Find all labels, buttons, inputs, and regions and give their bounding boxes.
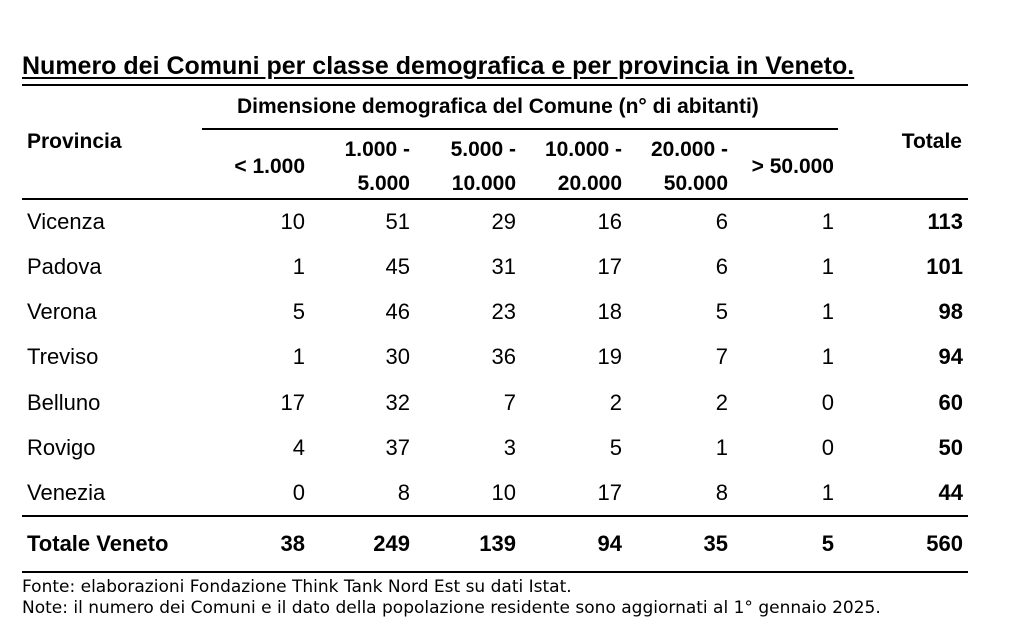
total-row-label: Totale Veneto	[27, 531, 169, 556]
table-cell: 1	[821, 254, 834, 279]
province-name: Vicenza	[27, 209, 105, 234]
table-cell: 6	[715, 209, 728, 234]
table-cell: 5	[292, 299, 305, 324]
row-total: 101	[926, 254, 963, 279]
table-title: Numero dei Comuni per classe demografica e per provincia in Veneto.	[22, 52, 855, 80]
table-cell: 17	[597, 254, 622, 279]
table-cell: 5	[609, 435, 622, 460]
group-rule	[202, 128, 838, 130]
table-cell: 46	[385, 299, 410, 324]
table-cell: 30	[385, 344, 410, 369]
footnote: Note: il numero dei Comuni e il dato della popolazione residente sono aggiornati al 1° gennaio 2025.	[22, 598, 881, 618]
table-cell: 2	[609, 390, 622, 415]
table-cell: 1	[821, 299, 834, 324]
table-cell: 16	[597, 209, 622, 234]
total-cell: 249	[373, 531, 410, 556]
table-cell: 0	[292, 480, 305, 505]
table-cell: 45	[385, 254, 410, 279]
column-header: < 1.000	[234, 155, 305, 178]
column-header: 20.000	[557, 172, 622, 195]
table-cell: 3	[503, 435, 516, 460]
province-name: Rovigo	[27, 435, 96, 460]
table-cell: 2	[715, 390, 728, 415]
table-cell: 7	[715, 344, 728, 369]
table-cell: 1	[292, 344, 305, 369]
total-cell: 35	[703, 531, 728, 556]
table-cell: 8	[715, 480, 728, 505]
row-total: 98	[938, 299, 963, 324]
row-total: 113	[927, 209, 963, 234]
table-cell: 32	[385, 390, 410, 415]
table-cell: 4	[292, 435, 305, 460]
table-cell: 51	[385, 209, 410, 234]
province-name: Verona	[27, 299, 97, 324]
table-cell: 1	[821, 480, 834, 505]
table-bottom-rule	[22, 571, 968, 573]
row-total: 50	[938, 435, 963, 460]
source-note: Fonte: elaborazioni Fondazione Think Tank Nord Est su dati Istat.	[22, 577, 572, 597]
column-header: 5.000	[357, 172, 410, 195]
table-cell: 10	[491, 480, 516, 505]
province-name: Venezia	[27, 480, 106, 505]
total-cell: 38	[280, 531, 305, 556]
row-total: 44	[938, 480, 963, 505]
table-cell: 18	[597, 299, 622, 324]
table-cell: 29	[491, 209, 516, 234]
total-cell: 139	[479, 531, 516, 556]
header-bottom-rule	[22, 198, 968, 200]
total-cell: 94	[597, 531, 622, 556]
table-cell: 19	[597, 344, 622, 369]
table-cell: 1	[821, 344, 834, 369]
total-cell: 5	[821, 531, 834, 556]
table-cell: 0	[821, 390, 834, 415]
table-cell: 37	[385, 435, 410, 460]
column-header: > 50.000	[751, 155, 834, 178]
column-header: 5.000 -	[450, 138, 516, 161]
table-cell: 1	[292, 254, 305, 279]
row-total: 60	[938, 390, 963, 415]
total-top-rule	[22, 515, 968, 517]
province-name: Belluno	[27, 390, 101, 415]
table-cell: 23	[491, 299, 516, 324]
column-header: 1.000 -	[344, 138, 410, 161]
row-total: 94	[938, 344, 963, 369]
table-cell: 36	[491, 344, 516, 369]
column-header: 10.000	[451, 172, 516, 195]
table-cell: 17	[280, 390, 305, 415]
column-header: 50.000	[663, 172, 728, 195]
table-cell: 8	[397, 480, 410, 505]
total-header: Totale	[901, 130, 962, 153]
province-name: Padova	[27, 254, 102, 279]
table-cell: 1	[821, 209, 834, 234]
table-cell: 7	[503, 390, 516, 415]
table-cell: 6	[715, 254, 728, 279]
row-header: Provincia	[27, 130, 122, 153]
table-cell: 31	[491, 254, 516, 279]
table-cell: 0	[821, 435, 834, 460]
table-cell: 17	[597, 480, 622, 505]
group-header: Dimensione demografica del Comune (n° di abitanti)	[237, 95, 759, 118]
column-header: 10.000 -	[544, 138, 622, 161]
table-cell: 5	[715, 299, 728, 324]
table-cell: 1	[715, 435, 728, 460]
column-header: 20.000 -	[650, 138, 728, 161]
table-cell: 10	[280, 209, 305, 234]
title-rule	[22, 84, 968, 86]
province-name: Treviso	[27, 344, 99, 369]
grand-total: 560	[926, 531, 963, 556]
